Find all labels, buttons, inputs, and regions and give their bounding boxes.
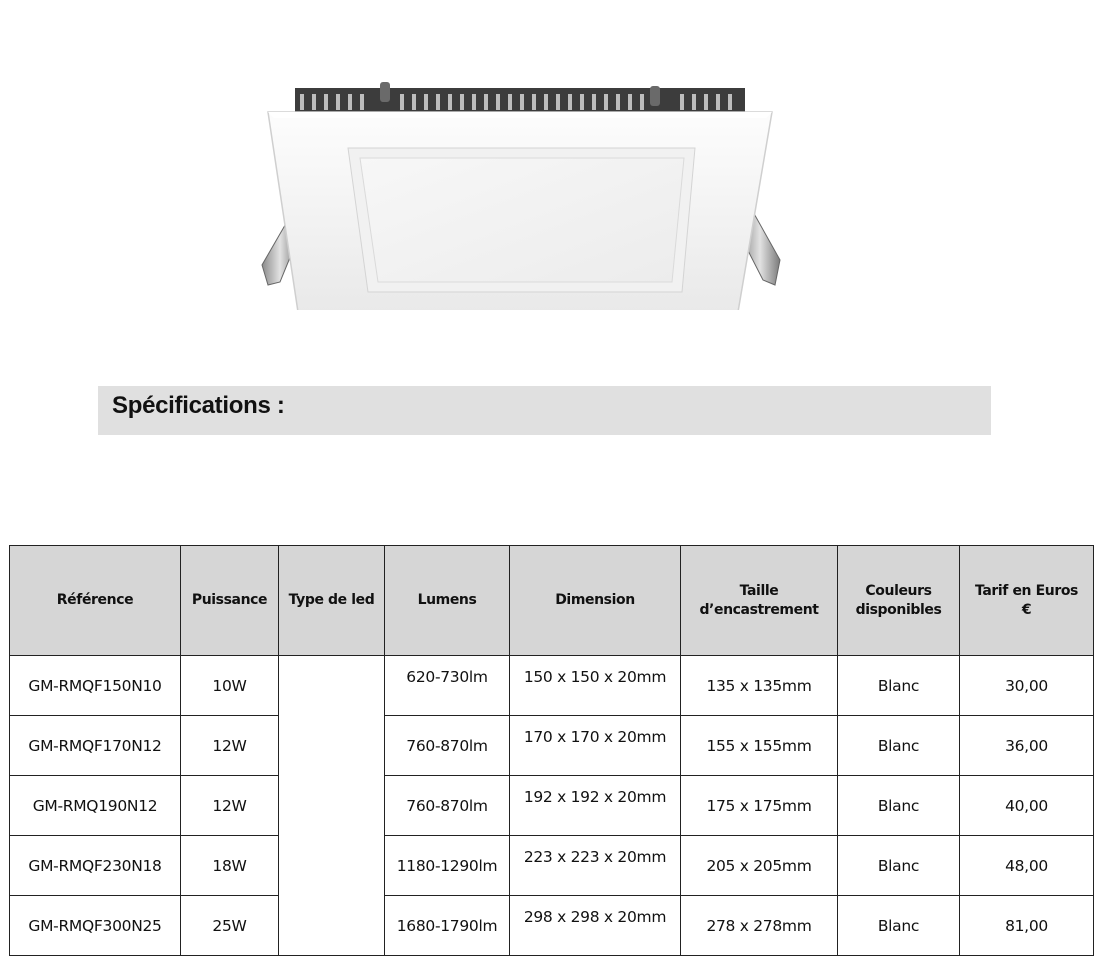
- cell-couleur: Blanc: [838, 896, 960, 956]
- header-taille-line2: d’encastrement: [699, 601, 819, 618]
- cell-puissance: 18W: [181, 836, 279, 896]
- cell-dimension: 223 x 223 x 20mm: [510, 836, 681, 896]
- cell-reference: GM-RMQF150N10: [10, 656, 181, 716]
- cell-couleur: Blanc: [838, 656, 960, 716]
- cell-reference: GM-RMQF170N12: [10, 716, 181, 776]
- cell-tarif: 81,00: [960, 896, 1094, 956]
- cell-puissance: 12W: [181, 716, 279, 776]
- header-tarif-line1: Tarif en Euros: [975, 582, 1078, 599]
- cell-lumens: 620-730lm: [385, 656, 510, 716]
- cell-puissance: 25W: [181, 896, 279, 956]
- cell-lumens: 760-870lm: [385, 716, 510, 776]
- cell-taille: 135 x 135mm: [681, 656, 838, 716]
- cell-dimension: 170 x 170 x 20mm: [510, 716, 681, 776]
- header-puissance: Puissance: [181, 546, 279, 656]
- table-row: [10, 896, 1094, 956]
- cell-reference: GM-RMQF300N25: [10, 896, 181, 956]
- cell-dimension: 150 x 150 x 20mm: [510, 656, 681, 716]
- product-image: [240, 60, 800, 310]
- cell-taille: 155 x 155mm: [681, 716, 838, 776]
- cell-dimension: 192 x 192 x 20mm: [510, 776, 681, 836]
- cell-type-led: [279, 656, 385, 956]
- header-couleurs-line2: disponibles: [855, 601, 942, 618]
- table-row: [10, 776, 1094, 836]
- header-taille-line1: Taille: [739, 582, 779, 599]
- specifications-title: Spécifications :: [112, 392, 285, 419]
- cell-couleur: Blanc: [838, 836, 960, 896]
- header-couleurs-line1: Couleurs: [865, 582, 932, 599]
- header-reference: Référence: [10, 546, 181, 656]
- specifications-bar: [98, 386, 991, 435]
- header-tarif-line2: €: [1021, 601, 1032, 618]
- cell-taille: 175 x 175mm: [681, 776, 838, 836]
- table-header-row: [10, 546, 1094, 656]
- header-lumens: Lumens: [385, 546, 510, 656]
- table-row: [10, 836, 1094, 896]
- specifications-table: [9, 545, 1094, 956]
- cell-puissance: 10W: [181, 656, 279, 716]
- cell-reference: GM-RMQF230N18: [10, 836, 181, 896]
- cell-lumens: 760-870lm: [385, 776, 510, 836]
- cell-lumens: 1180-1290lm: [385, 836, 510, 896]
- header-tarif: [960, 546, 1094, 656]
- cell-taille: 205 x 205mm: [681, 836, 838, 896]
- cell-tarif: 36,00: [960, 716, 1094, 776]
- cell-tarif: 40,00: [960, 776, 1094, 836]
- cell-couleur: Blanc: [838, 716, 960, 776]
- cell-dimension: 298 x 298 x 20mm: [510, 896, 681, 956]
- cell-tarif: 48,00: [960, 836, 1094, 896]
- cell-couleur: Blanc: [838, 776, 960, 836]
- cell-tarif: 30,00: [960, 656, 1094, 716]
- header-type-led: Type de led: [279, 546, 385, 656]
- cell-taille: 278 x 278mm: [681, 896, 838, 956]
- table-row: [10, 656, 1094, 716]
- cell-lumens: 1680-1790lm: [385, 896, 510, 956]
- header-taille: [681, 546, 838, 656]
- table-row: [10, 716, 1094, 776]
- cell-puissance: 12W: [181, 776, 279, 836]
- header-couleurs: [838, 546, 960, 656]
- header-dimension: Dimension: [510, 546, 681, 656]
- cell-reference: GM-RMQ190N12: [10, 776, 181, 836]
